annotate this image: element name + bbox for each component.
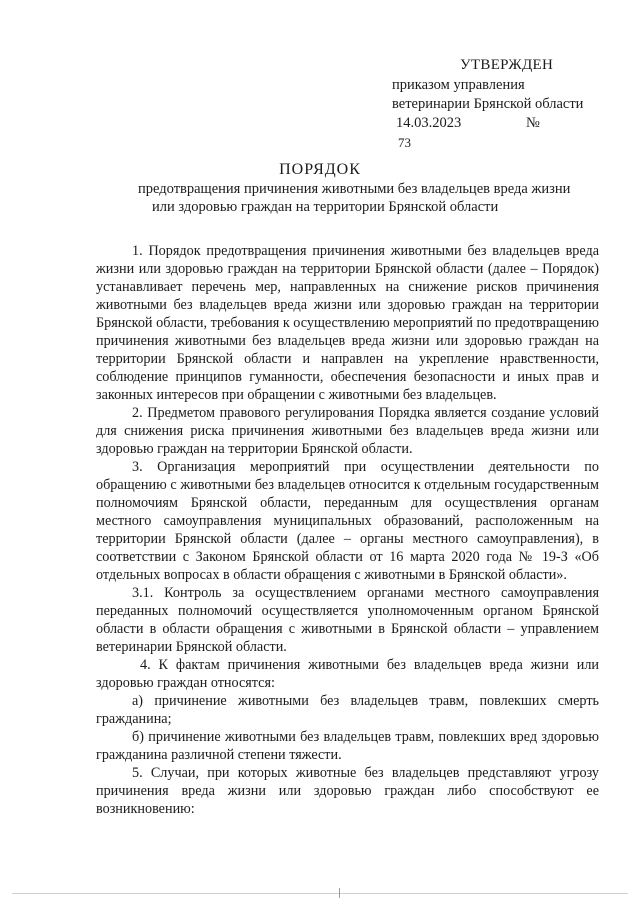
approval-date: 14.03.2023 [396,115,462,131]
paragraph-1: 1. Порядок предотвращения причинения животными без владельцев вреда жизни или здоровью граждан на территории Брянской области (далее – Порядок) устанавливает перечень мер, направленных на снижение рисков причинения животными без владельцев вреда жизни или здоровью граждан на территории Брянской области, требования к осуществлению мероприятий по предотвращению причинения животными без владельцев вреда жизни или здоровью граждан на территории Брянской области и направлен на укрепление нравственности, соблюдение принципов гуманности, обеспечения безопасности и иных прав и законных интересов при обращении с животными без владельцев. [96,243,599,403]
approval-number: 73 [398,135,411,150]
document-subtitle-line-2: или здоровью граждан на территории Брянской области [152,199,499,215]
paragraph-4-a: а) причинение животными без владельцев травм, повлекших смерть гражданина; [96,693,599,727]
approval-number-sign: № [526,115,540,131]
paragraph-4-b: б) причинение животными без владельцев травм, повлекших вред здоровью гражданина различной степени тяжести. [96,729,599,763]
approval-authority-line: ветеринарии Брянской области [392,96,584,112]
document-body [96,242,599,818]
paragraph-3: 3. Организация мероприятий при осуществлении деятельности по обращению с животными без владельцев относится к отдельным государственным полномочиям Брянской области, переданным для осуществления органам местного самоуправления муниципальных образований, расположенным на территории Брянской области (далее – органы местного самоуправления), в соответствии с Законом Брянской области от 16 марта 2020 года № 19-З «Об отдельных вопросах в области обращения с животными в Брянской области». [96,459,599,583]
scan-edge-line [12,893,628,894]
paragraph-2: 2. Предметом правового регулирования Порядка является создание условий для снижения риска причинения животными без владельцев вреда жизни или здоровью граждан на территории Брянской области. [96,405,599,457]
document-subtitle-line-1: предотвращения причинения животными без владельцев вреда жизни [138,181,571,197]
approval-title: УТВЕРЖДЕН [460,57,554,73]
document-title: ПОРЯДОК [279,161,361,178]
approval-order-line: приказом управления [392,77,525,93]
paragraph-3-1: 3.1. Контроль за осуществлением органами местного самоуправления переданных полномочий осуществляется уполномоченным органом Брянской области в области обращения с животными в Брянской области – управлением ветеринарии Брянской области. [96,585,599,655]
scan-edge-tick [339,888,340,898]
paragraph-5: 5. Случаи, при которых животные без владельцев представляют угрозу причинения вреда жизни или здоровью граждан либо способствуют ее возникновению: [96,765,599,817]
paragraph-4: 4. К фактам причинения животными без владельцев вреда жизни или здоровью граждан относятся: [96,657,599,691]
